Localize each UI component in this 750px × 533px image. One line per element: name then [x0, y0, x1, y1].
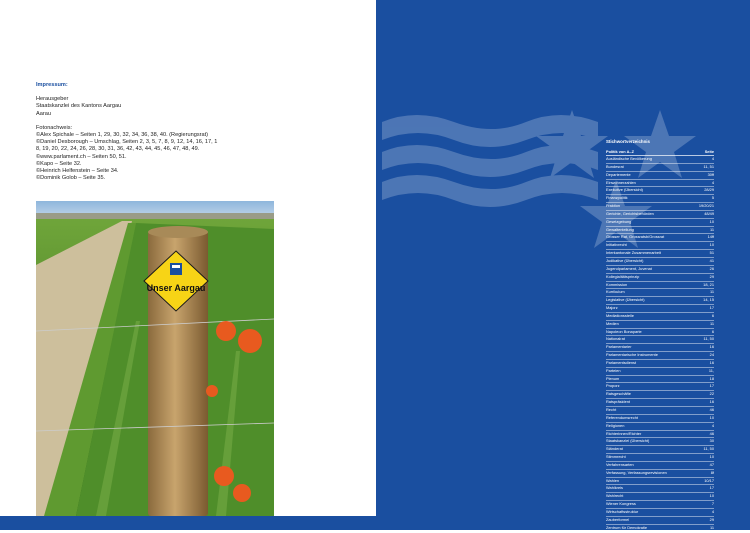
- index-row: [606, 187, 714, 195]
- index-page: 10: [709, 454, 714, 460]
- impressum-heading: Impressum:: [36, 82, 68, 88]
- index-row: [606, 321, 714, 329]
- photo-credit-line: ©Heinrich Helfenstein – Seite 34.: [36, 168, 119, 175]
- index-row: [606, 383, 714, 391]
- photo-credits-heading: Fotonachweis:: [36, 124, 73, 131]
- index-term: Gesetzgebung: [606, 218, 632, 224]
- index-row: [606, 368, 714, 376]
- index-term: Ratspräsident: [606, 399, 631, 405]
- index-row: [606, 344, 714, 352]
- index-row: [606, 485, 714, 493]
- index-term: Parteien: [606, 367, 621, 373]
- index-row: [606, 211, 714, 219]
- index-rows: [606, 156, 714, 533]
- index-row: [606, 478, 714, 486]
- sign-text: Unser Aargau: [146, 283, 206, 293]
- index-term: Plenum: [606, 375, 620, 381]
- impressum-section: [36, 82, 356, 189]
- index-row: [606, 156, 714, 164]
- index-term: Zauberformel: [606, 516, 630, 522]
- index-term: Nationalrat: [606, 336, 625, 342]
- index-page: 10: [709, 414, 714, 420]
- index-row: [606, 250, 714, 258]
- index-row: [606, 525, 714, 533]
- index-page: 4: [711, 422, 714, 428]
- index-page: 4: [711, 179, 714, 185]
- index-term: Kurrikulum: [606, 289, 625, 295]
- index-page: 11: [709, 289, 714, 295]
- index-row: [606, 305, 714, 313]
- index-row: [606, 234, 714, 242]
- index-row: [606, 242, 714, 250]
- index-row: [606, 289, 714, 297]
- index-term: Zentrum für Demokratie: [606, 524, 648, 530]
- index-page: 5: [711, 195, 714, 201]
- index-term: Judikative (Übersicht): [606, 257, 644, 263]
- index-term: Jugendparlament, Juvenat: [606, 265, 652, 271]
- index-term: Gerichte, Gerichtsbehörden: [606, 210, 654, 216]
- index-term: Staatskanzlei (Übersicht): [606, 438, 650, 444]
- index-term: Religionen: [606, 422, 625, 428]
- index-header-page: Seite: [704, 149, 714, 154]
- index-term: Richterinnen/Richter: [606, 430, 642, 436]
- index-term: Parlamentarier: [606, 344, 632, 350]
- index-row: [606, 227, 714, 235]
- index-row: [606, 391, 714, 399]
- index-term: Wirtschaftsstruktur: [606, 508, 639, 514]
- index-row: [606, 219, 714, 227]
- index-page: 16: [709, 399, 714, 405]
- index-page: 29: [709, 273, 714, 279]
- publisher-line: Herausgeber: [36, 96, 69, 103]
- index-page: 10: [709, 242, 714, 248]
- index-page: 29: [709, 516, 714, 522]
- index-table: [606, 139, 714, 533]
- index-term: Wahlrecht: [606, 493, 624, 499]
- index-term: Ausländische Bevölkerung: [606, 156, 652, 161]
- index-row: [606, 462, 714, 470]
- bottom-blue-band: [0, 516, 376, 530]
- index-row: [606, 415, 714, 423]
- index-page: 14ff: [707, 234, 714, 240]
- index-term: Legislative (Übersicht): [606, 297, 645, 303]
- index-row: [606, 297, 714, 305]
- index-row: [606, 203, 714, 211]
- index-term: Kollegialitätsprinzip: [606, 273, 640, 279]
- index-page: 11: [709, 524, 714, 530]
- index-term: Ständerat: [606, 446, 623, 452]
- index-term: Stimmrecht: [606, 454, 626, 460]
- fence-post-photo: [36, 201, 274, 516]
- index-header-topic: Politik von A–Z: [606, 149, 634, 154]
- index-page: 17: [709, 383, 714, 389]
- index-row: [606, 509, 714, 517]
- index-header-row: [606, 149, 714, 156]
- index-term: Departemente: [606, 171, 631, 177]
- index-page: 24: [709, 352, 714, 358]
- publisher-line: Staatskanzlei des Kantons Aargau: [36, 103, 122, 110]
- index-term: Ratsgeschäfte: [606, 391, 631, 397]
- index-term: Majorz: [606, 305, 618, 311]
- index-page: 26: [709, 265, 714, 271]
- index-term: Grosser Rat, Grossratsb/Grossrat: [606, 234, 665, 240]
- index-row: [606, 313, 714, 321]
- index-page: 14, 15: [703, 297, 714, 303]
- index-page: 28/29: [704, 187, 714, 193]
- photo-credit-line: ©Alex Spichale – Seiten 1, 29, 30, 32, 34, 36, 38, 40. (Regierungsrat): [36, 132, 209, 139]
- index-page: 41: [709, 257, 714, 263]
- index-row: [606, 360, 714, 368]
- photo-credit-line: ©Dominik Golob – Seite 35.: [36, 175, 106, 182]
- index-page: 51: [709, 250, 714, 256]
- index-row: [606, 501, 714, 509]
- index-row: [606, 172, 714, 180]
- index-term: Verfahrensarten: [606, 461, 634, 467]
- publisher-block: [36, 96, 356, 118]
- index-term: Initiativrecht: [606, 242, 627, 248]
- index-term: Wiener Kongress: [606, 501, 636, 507]
- index-row: [606, 195, 714, 203]
- index-page: 16: [709, 344, 714, 350]
- index-page: 48/49: [704, 210, 714, 216]
- photo-credit-line: ©Daniel Desborough – Umschlag, Seiten 2, 3, 5, 7, 8, 9, 12, 14, 16, 17, 1: [36, 139, 218, 146]
- index-row: [606, 282, 714, 290]
- index-title: Stichwortverzeichnis: [606, 139, 650, 144]
- index-page: 47: [709, 461, 714, 467]
- index-term: Wahlen: [606, 477, 620, 483]
- index-row: [606, 274, 714, 282]
- index-page: 11, 50: [703, 446, 714, 452]
- index-term: Referendumsrecht: [606, 414, 639, 420]
- index-term: Parlamentarische Instrumente: [606, 352, 658, 358]
- index-row: [606, 493, 714, 501]
- index-page: 17: [709, 485, 714, 491]
- index-term: Exekutive (Übersicht): [606, 187, 643, 193]
- index-term: Fraktion: [606, 203, 621, 209]
- index-term: Medien: [606, 320, 619, 326]
- publisher-line: Aarau: [36, 110, 51, 117]
- index-page: 10: [709, 218, 714, 224]
- index-page: 18, 21: [703, 281, 714, 287]
- index-row: [606, 431, 714, 439]
- index-row: [606, 180, 714, 188]
- index-page: 6: [711, 312, 714, 318]
- index-term: Napoleon Bonaparte: [606, 328, 642, 334]
- index-page: 11: [709, 226, 714, 232]
- index-row: [606, 438, 714, 446]
- index-page: 19/20/21: [698, 203, 714, 209]
- index-page: 6: [711, 328, 714, 334]
- photo-credits-block: [36, 125, 356, 183]
- index-page: 4: [711, 156, 714, 161]
- index-row: [606, 407, 714, 415]
- index-page: 11, 50: [703, 336, 714, 342]
- index-row: [606, 258, 714, 266]
- fence-post-illustration: [36, 201, 274, 516]
- index-row: [606, 376, 714, 384]
- index-row: [606, 329, 714, 337]
- index-term: Mediationsstelle: [606, 312, 634, 318]
- index-page: 7: [711, 501, 714, 507]
- index-term: Bundesrat: [606, 163, 624, 169]
- index-term: Parlamentsdienst: [606, 359, 637, 365]
- index-term: Recht: [606, 407, 617, 412]
- index-term: Verfassung, Verfassungsrevisionen: [606, 469, 667, 475]
- index-row: [606, 352, 714, 360]
- index-row: [606, 336, 714, 344]
- index-row: [606, 266, 714, 274]
- index-page: 4: [711, 508, 714, 514]
- index-page: 46: [709, 430, 714, 436]
- photo-credit-line: ©www.parlament.ch – Seiten 50, 51.: [36, 153, 127, 160]
- index-row: [606, 446, 714, 454]
- index-page: 11: [709, 320, 714, 326]
- index-row: [606, 399, 714, 407]
- left-page: [0, 0, 376, 530]
- index-page: 11,: [708, 367, 714, 373]
- index-page: 18: [709, 375, 714, 381]
- index-row: [606, 470, 714, 478]
- index-term: Wahlkreis: [606, 485, 623, 491]
- index-page: 10/17: [704, 477, 714, 483]
- index-page: 10: [709, 493, 714, 499]
- index-term: Einwohnerzahlen: [606, 179, 636, 185]
- index-term: Kommission: [606, 281, 628, 287]
- index-page: 17: [709, 305, 714, 311]
- index-term: Interkantonale Zusammenarbeit: [606, 250, 661, 256]
- index-page: 16: [709, 359, 714, 365]
- index-term: Gewaltenteilung: [606, 226, 634, 232]
- photo-credit-line: 8, 19, 20, 22, 24, 26, 28, 30, 31, 36, 42, 43, 44, 45, 46, 47, 48, 49.: [36, 146, 200, 153]
- index-row: [606, 517, 714, 525]
- index-term: Finanzpolitik: [606, 195, 628, 201]
- index-term: Proporz: [606, 383, 620, 389]
- index-page: 22: [709, 391, 714, 397]
- index-row: [606, 164, 714, 172]
- index-page: 11, 51: [703, 163, 714, 169]
- index-page: 46: [709, 407, 714, 412]
- photo-credit-line: ©Kapo – Seite 32.: [36, 160, 82, 167]
- index-row: [606, 454, 714, 462]
- index-row: [606, 423, 714, 431]
- index-page: 8f: [710, 469, 714, 475]
- index-page: 30ff: [707, 171, 714, 177]
- index-page: 30: [709, 438, 714, 444]
